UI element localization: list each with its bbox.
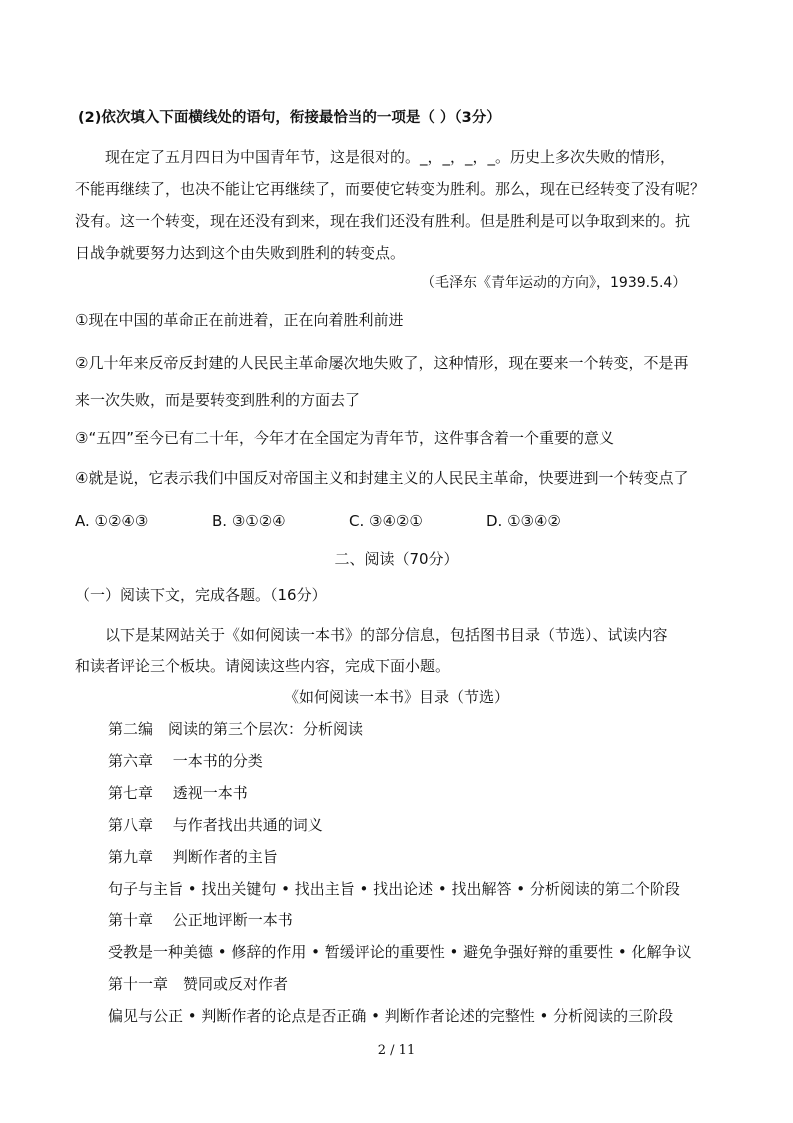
passage-source: （毛泽东《青年运动的方向》，1939.5.4） — [421, 275, 687, 291]
option-d[interactable]: D. ①③④② — [486, 512, 561, 530]
toc-line: 第八章 与作者找出共通的词义 — [108, 816, 323, 834]
toc-line: 第七章 透视一本书 — [108, 784, 248, 802]
passage-line: 没有。这一个转变，现在还没有到来，现在我们还没有胜利。但是胜利是可以争取到来的。抗 — [75, 212, 691, 230]
toc-line: 第六章 一本书的分类 — [108, 752, 263, 770]
statement-item: 来一次失败，而是要转变到胜利的方面去了 — [75, 391, 361, 409]
question-prompt: (2)依次填入下面横线处的语句，衔接最恰当的一项是（ ）（3分） — [78, 110, 501, 126]
option-a[interactable]: A. ①②④③ — [75, 512, 149, 530]
toc-line: 偏见与公正 • 判断作者的论点是否正确 • 判断作者论述的完整性 • 分析阅读的三阶段 — [108, 1007, 674, 1025]
statement-item: ③“五四”至今已有二十年，今年才在全国定为青年节，这件事含着一个重要的意义 — [75, 429, 614, 447]
page-number: 2 / 11 — [377, 1043, 416, 1058]
passage-line: 日战争就要努力达到这个由失败到胜利的转变点。 — [75, 244, 406, 262]
toc-title: 《如何阅读一本书》目录（节选） — [283, 688, 509, 706]
passage-line: 现在定了五月四日为中国青年节，这是很对的。_，_，_，_。历史上多次失败的情形， — [105, 148, 676, 166]
section-title: 二、阅读（70分） — [334, 550, 459, 568]
statement-item: ④就是说，它表示我们中国反对帝国主义和封建主义的人民民主革命，快要进到一个转变点了 — [75, 469, 689, 487]
intro-line: 和读者评论三个板块。请阅读这些内容，完成下面小题。 — [75, 657, 451, 675]
toc-line: 第九章 判断作者的主旨 — [108, 848, 278, 866]
statement-item: ①现在中国的革命正在前进着，正在向着胜利前进 — [75, 311, 404, 329]
passage-line: 不能再继续了，也决不能让它再继续了，而要使它转变为胜利。那么，现在已经转变了没有呢？ — [75, 180, 706, 198]
answer-options — [75, 511, 635, 533]
intro-line: 以下是某网站关于《如何阅读一本书》的部分信息，包括图书目录（节选）、试读内容 — [105, 626, 668, 644]
option-c[interactable]: C. ③④②① — [349, 512, 423, 530]
statement-item: ②几十年来反帝反封建的人民民主革命屡次地失败了，这种情形，现在要来一个转变，不是再 — [75, 354, 689, 372]
option-b[interactable]: B. ③①②④ — [212, 512, 286, 530]
toc-line: 受教是一种美德 • 修辞的作用 • 暂缓评论的重要性 • 避免争强好辩的重要性 • 化解争议 — [108, 943, 692, 961]
toc-line: 第十一章 赞同或反对作者 — [108, 975, 289, 993]
part-title: （一）阅读下文，完成各题。（16分） — [75, 586, 327, 604]
toc-line: 句子与主旨 • 找出关键句 • 找出主旨 • 找出论述 • 找出解答 • 分析阅读的第二个阶段 — [108, 880, 680, 898]
toc-line: 第十章 公正地评断一本书 — [108, 911, 293, 929]
toc-line: 第二编 阅读的第三个层次：分析阅读 — [108, 720, 364, 738]
